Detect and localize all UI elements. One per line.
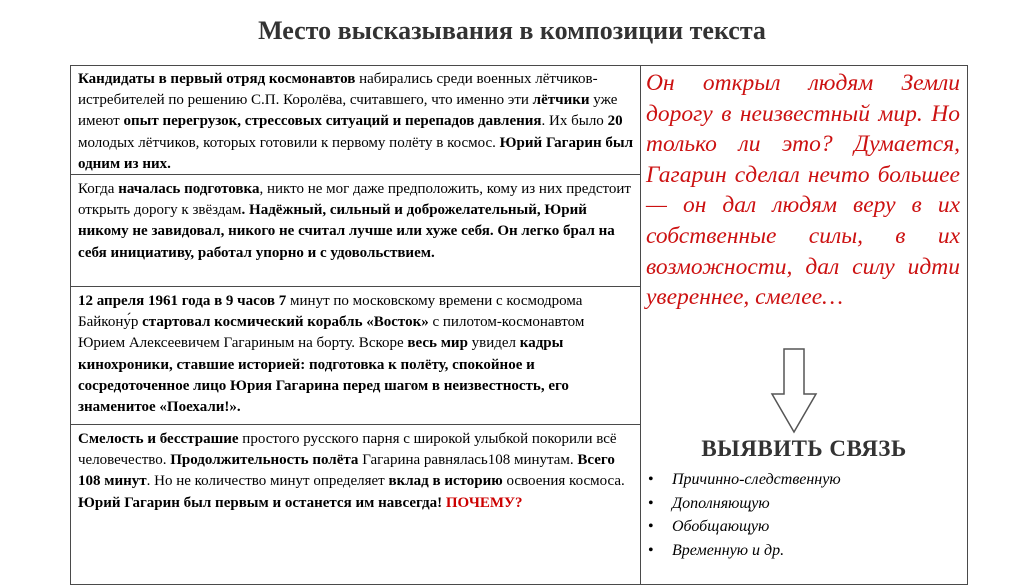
- text-segment: увидел: [467, 335, 520, 352]
- list-item: • Причинно-следственную: [648, 468, 841, 492]
- text-segment: Всего 108 минут: [78, 452, 615, 490]
- text-segment: Когда: [78, 181, 119, 197]
- text-cell-2: [70, 175, 640, 287]
- text-segment: Продолжительность полёта: [170, 452, 359, 469]
- text-segment: Юрий Гагарин был первым и останется им навсегда!: [78, 494, 443, 511]
- text-segment: уже имеют: [78, 92, 618, 130]
- quote-text: Он открыл людям Земли дорогу в неизвестный мир. Но только ли это? Думается, Гагарин сделал нечто большее — он дал людям веру в их собственные силы, в их возможности, дал силу идти увереннее, смелее…: [646, 70, 960, 311]
- text-segment: лётчики: [532, 92, 590, 109]
- text-segment: простого русского парня с широкой улыбкой покорили всё человечество.: [78, 431, 617, 469]
- text-cell-1: [70, 65, 640, 175]
- text-segment: . Но не количество минут определяет: [146, 473, 389, 490]
- bullet-icon: •: [648, 518, 654, 535]
- text-segment: вклад в историю: [388, 473, 503, 490]
- text-segment: , никто не мог даже предположить, кому из них предстоит открыть дорогу к звёздам: [78, 181, 631, 219]
- text-segment: Кандидаты в первый отряд космонавтов: [78, 71, 356, 87]
- text-segment: началась подготовка: [118, 181, 260, 197]
- bullet-icon: •: [648, 541, 654, 559]
- text-segment: . Их было: [541, 113, 608, 130]
- text-segment: 12 апреля 1961 года в 9 часов 7: [78, 293, 287, 309]
- down-arrow-icon: [770, 348, 818, 434]
- reveal-heading: ВЫЯВИТЬ СВЯЗЬ: [701, 436, 907, 461]
- column-divider: [640, 65, 641, 585]
- cell-text: [78, 179, 634, 264]
- text-segment: опыт перегрузок, стрессовых ситуаций и перепадов давления: [123, 113, 542, 130]
- text-cell-3: [70, 287, 640, 425]
- list-item: • Временную и др.: [648, 539, 841, 563]
- cell-text: [78, 291, 634, 418]
- text-segment: освоения космоса.: [502, 473, 625, 490]
- link-types-list: [648, 468, 841, 562]
- page-title: Место высказывания в композиции текста: [258, 16, 766, 45]
- text-segment: ПОЧЕМУ?: [442, 494, 523, 511]
- bullet-icon: •: [648, 494, 654, 512]
- text-segment: 20: [607, 113, 623, 130]
- text-segment: с пилотом-космонавтом Юрием Алексеевичем Гагариным на борту. Вскоре: [78, 314, 585, 352]
- text-segment: кадры кинохроники, ставшие историей: подготовка к полёту, спокойное и сосредоточенное лицо Юрия Гагарина перед шагом в неизвестность, его знаменитое «Поехали!».: [78, 335, 569, 416]
- text-segment: стартовал космический корабль «Восток»: [142, 314, 429, 331]
- bullet-icon: •: [648, 471, 654, 488]
- cell-text: [78, 69, 634, 175]
- cell-text: [78, 429, 634, 514]
- list-item: • Дополняющую: [648, 492, 841, 516]
- text-segment: набирались среди военных лётчиков-истребителей по решению С.П. Королёва, считавшего, что именно эти: [78, 71, 598, 109]
- text-segment: . Надёжный, сильный и доброжелательный, Юрий никому не завидовал, никого не считал лучше или хуже себя. Он легко брал на себя инициативу, работал упорно и с удовольствием.: [78, 202, 615, 261]
- list-item: • Обобщающую: [648, 515, 841, 539]
- text-cell-4: [70, 425, 640, 575]
- text-segment: Смелость и бесстрашие: [78, 431, 239, 447]
- text-segment: весь мир: [407, 335, 468, 352]
- text-segment: молодых лётчиков, которых готовили к первому полёту в космос.: [78, 134, 500, 151]
- text-segment: минут по московскому времени с космодрома Байкону́р: [78, 293, 583, 331]
- text-segment: Гагарина равнялась108 минутам.: [358, 452, 578, 469]
- text-segment: Юрий Гагарин был одним из них.: [78, 134, 633, 172]
